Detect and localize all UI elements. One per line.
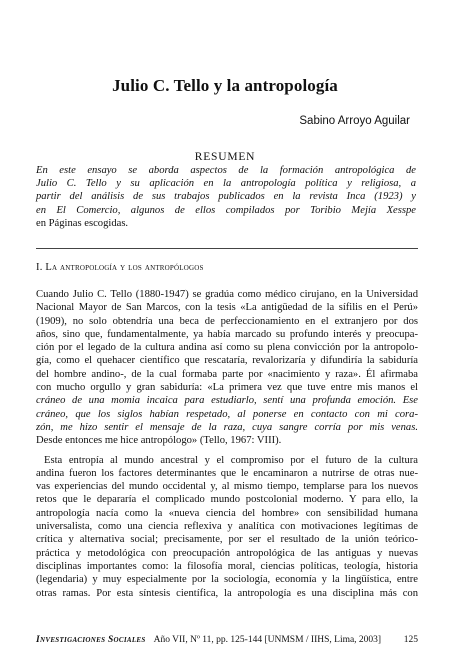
body-line: Esta entropía al mundo ancestral y el compromiso por el futuro de la cultura	[44, 454, 418, 466]
body-line: Nacional Mayor de San Marcos, con la tesis «La antigüedad de la sífilis en el Perú»	[36, 302, 418, 314]
body-line: con mucho orgullo y gran sabiduría: «La primera vez que tuve entre mis manos el	[36, 382, 418, 394]
body-line-quote: zón, me hizo sentir el mensaje de la raza, cuya sangre corría por mis venas.	[36, 421, 418, 433]
body-line: crítica y alternativa social; precisamente, por ser el resultado de la unión teórico-	[36, 534, 418, 546]
body-line-quote: cráneo, que los siglos habían respetado, al ponerse en contacto con mi cora-	[36, 408, 418, 420]
article-body	[36, 288, 418, 600]
body-line: gía, como el quehacer científico que rescataría, revalorizaría y difundiría la sabiduría	[36, 355, 418, 367]
abstract-line: en Páginas escogidas.	[36, 217, 129, 229]
body-line-quote: cráneo de una momia incaica para estudiarlo, sentí una profunda emoción. Ese	[36, 395, 418, 407]
issue-info: Año VII, Nº 11, pp. 125-144 [UNMSM / IIHS, Lima, 2003]	[153, 635, 382, 645]
abstract-line: en El Comercio, algunos de ellos compilados por Toribio Mejía Xesspe	[36, 204, 416, 216]
body-line: vas experiencias del mundo occidental y, al mismo tiempo, templarse para los nuevos	[36, 481, 418, 493]
body-line: otras ramas. Por esta síntesis científica, la antropología es una disciplina más con	[36, 587, 418, 599]
body-line: antropología nacía como la «nueva ciencia del hombre» con sensibilidad humana	[36, 507, 418, 519]
abstract-line: partir del análisis de sus trabajos publicados en la revista Inca (1923) y	[36, 191, 416, 203]
body-line: años, sino que, fundamentalmente, ya había marcado su profundo interés y preocupa-	[36, 328, 418, 340]
body-line: (legendaria) y muy especialmente por la sociología, economía y la lingüística, entre	[36, 574, 418, 586]
body-line: del hombre andino-, de la cual formaba parte por «nacimiento y raza». Él afirmaba	[36, 368, 418, 380]
abstract-line: Julio C. Tello y su aplicación en la antropología política y religiosa, a	[36, 178, 416, 190]
article-author: Sabino Arroyo Aguilar	[299, 115, 410, 127]
body-line-quote-end: Desde entonces me hice antropólogo» (Tello, 1967: VIII).	[36, 435, 282, 447]
body-line: universalista, como una ciencia reflexiva y analítica con motivaciones legítimas de	[36, 521, 418, 533]
body-line: ción por el legado de la cultura andina así como su plena convicción por la antropolo-	[36, 342, 418, 354]
journal-name: Investigaciones Sociales	[36, 635, 146, 645]
body-line: andina fueron los factores determinantes que le encaminaron a nutrirse de otras nue-	[36, 467, 418, 479]
article-title: Julio C. Tello y la antropología	[112, 76, 338, 95]
abstract-heading: RESUMEN	[194, 151, 256, 163]
page-number: 125	[403, 635, 418, 645]
body-line: disciplinas importantes como: la filosofía moral, ciencias políticas, teología, historia	[36, 560, 418, 572]
page-footer	[36, 635, 418, 645]
section-divider	[36, 248, 418, 249]
body-line: retos que le depararía el complicado mundo postcolonial moderno. Y para ello, la	[36, 494, 418, 506]
body-line: (1909), no solo obtendría una beca de perfeccionamiento en el extranjero por dos	[36, 315, 418, 327]
body-line: práctica y metodológica con preocupación antropológica de las antiguas y nuevas	[36, 547, 418, 559]
abstract-line: En este ensayo se aborda aspectos de la formación antropológica de	[36, 165, 416, 176]
body-line: Cuando Julio C. Tello (1880-1947) se gradúa como médico cirujano, en la Universidad	[36, 289, 418, 300]
section-heading: I. La antropología y los antropólogos	[36, 262, 204, 273]
abstract-text	[36, 164, 416, 230]
